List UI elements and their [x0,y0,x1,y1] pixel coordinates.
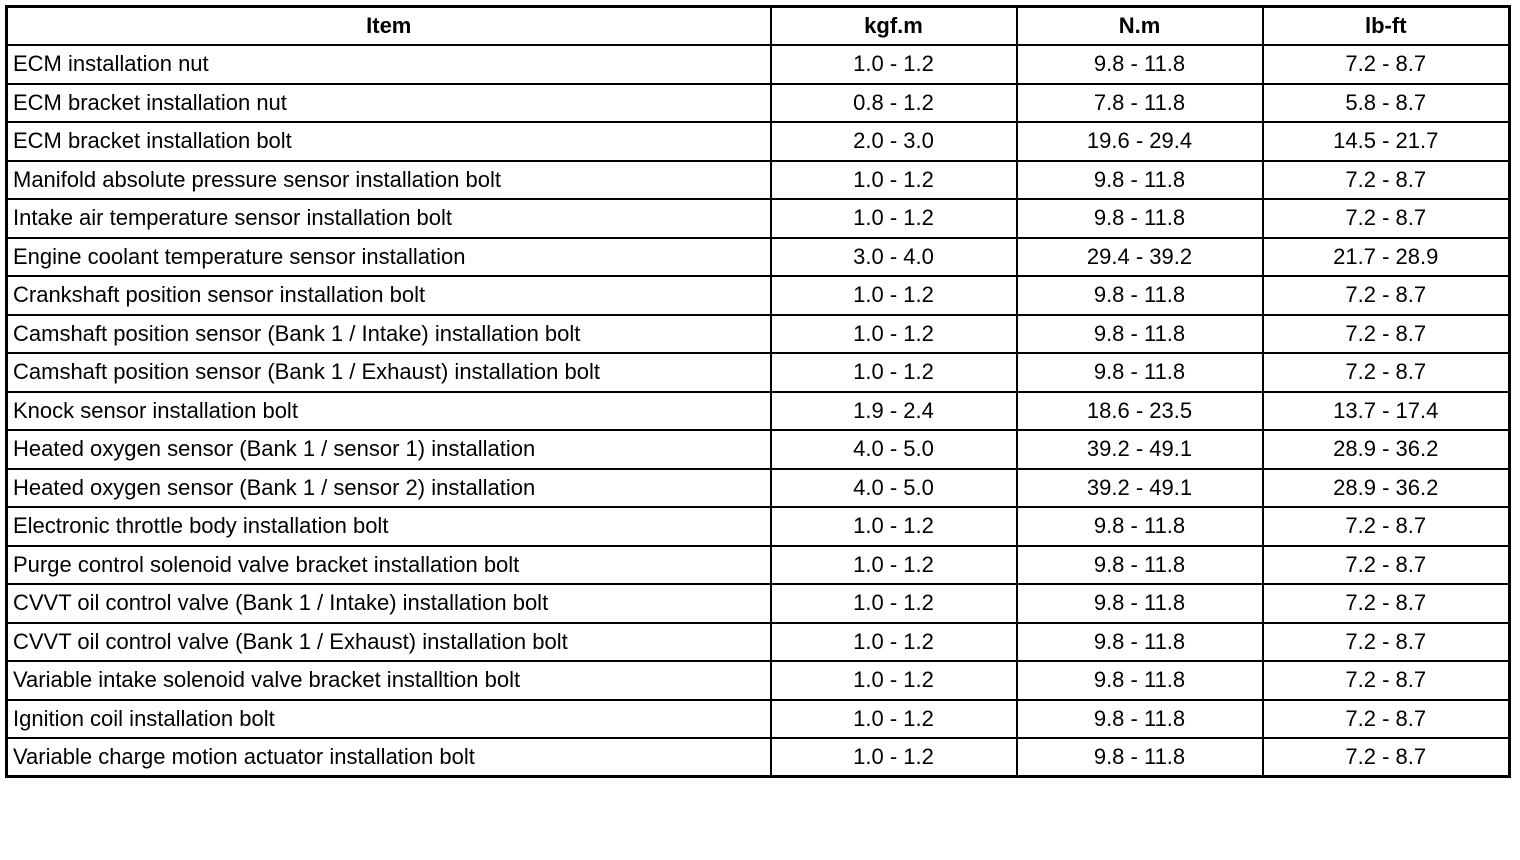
cell-item: ECM installation nut [7,45,771,84]
cell-kgf-m: 1.0 - 1.2 [771,45,1017,84]
table-row [7,546,1510,585]
table-row [7,199,1510,238]
cell-kgf-m: 1.0 - 1.2 [771,353,1017,392]
cell-n-m: 9.8 - 11.8 [1017,276,1263,315]
cell-lb-ft: 7.2 - 8.7 [1263,353,1510,392]
cell-kgf-m: 1.0 - 1.2 [771,700,1017,739]
cell-n-m: 9.8 - 11.8 [1017,623,1263,662]
header-n-m: N.m [1017,7,1263,46]
cell-lb-ft: 7.2 - 8.7 [1263,45,1510,84]
cell-n-m: 19.6 - 29.4 [1017,122,1263,161]
cell-lb-ft: 7.2 - 8.7 [1263,507,1510,546]
table-row [7,738,1510,777]
cell-n-m: 9.8 - 11.8 [1017,161,1263,200]
cell-item: Variable charge motion actuator installation bolt [7,738,771,777]
cell-kgf-m: 4.0 - 5.0 [771,430,1017,469]
table-row [7,392,1510,431]
table-row [7,315,1510,354]
cell-kgf-m: 0.8 - 1.2 [771,84,1017,123]
cell-lb-ft: 7.2 - 8.7 [1263,584,1510,623]
cell-item: Heated oxygen sensor (Bank 1 / sensor 1) installation [7,430,771,469]
cell-lb-ft: 7.2 - 8.7 [1263,700,1510,739]
cell-item: Camshaft position sensor (Bank 1 / Exhaust) installation bolt [7,353,771,392]
cell-n-m: 9.8 - 11.8 [1017,199,1263,238]
cell-n-m: 39.2 - 49.1 [1017,469,1263,508]
cell-kgf-m: 1.0 - 1.2 [771,276,1017,315]
cell-item: Manifold absolute pressure sensor installation bolt [7,161,771,200]
table-row [7,700,1510,739]
table-row [7,122,1510,161]
header-lb-ft: lb-ft [1263,7,1510,46]
cell-kgf-m: 1.0 - 1.2 [771,584,1017,623]
cell-lb-ft: 5.8 - 8.7 [1263,84,1510,123]
cell-n-m: 9.8 - 11.8 [1017,661,1263,700]
cell-item: Purge control solenoid valve bracket installation bolt [7,546,771,585]
cell-lb-ft: 13.7 - 17.4 [1263,392,1510,431]
table-row [7,469,1510,508]
cell-kgf-m: 2.0 - 3.0 [771,122,1017,161]
table-row [7,84,1510,123]
cell-kgf-m: 4.0 - 5.0 [771,469,1017,508]
cell-n-m: 9.8 - 11.8 [1017,507,1263,546]
cell-kgf-m: 1.0 - 1.2 [771,161,1017,200]
table-row [7,45,1510,84]
cell-lb-ft: 28.9 - 36.2 [1263,469,1510,508]
torque-spec-table [5,5,1511,778]
cell-kgf-m: 1.9 - 2.4 [771,392,1017,431]
cell-lb-ft: 7.2 - 8.7 [1263,738,1510,777]
cell-kgf-m: 1.0 - 1.2 [771,661,1017,700]
table-row [7,353,1510,392]
cell-n-m: 39.2 - 49.1 [1017,430,1263,469]
cell-n-m: 29.4 - 39.2 [1017,238,1263,277]
cell-lb-ft: 7.2 - 8.7 [1263,546,1510,585]
header-kgf-m: kgf.m [771,7,1017,46]
cell-item: CVVT oil control valve (Bank 1 / Exhaust) installation bolt [7,623,771,662]
cell-lb-ft: 7.2 - 8.7 [1263,199,1510,238]
cell-item: Camshaft position sensor (Bank 1 / Intake) installation bolt [7,315,771,354]
cell-lb-ft: 21.7 - 28.9 [1263,238,1510,277]
cell-item: Crankshaft position sensor installation bolt [7,276,771,315]
cell-item: Engine coolant temperature sensor installation [7,238,771,277]
cell-lb-ft: 7.2 - 8.7 [1263,315,1510,354]
header-item: Item [7,7,771,46]
cell-item: Ignition coil installation bolt [7,700,771,739]
cell-kgf-m: 3.0 - 4.0 [771,238,1017,277]
cell-kgf-m: 1.0 - 1.2 [771,315,1017,354]
cell-n-m: 9.8 - 11.8 [1017,738,1263,777]
cell-item: ECM bracket installation nut [7,84,771,123]
table-row [7,430,1510,469]
cell-kgf-m: 1.0 - 1.2 [771,199,1017,238]
cell-lb-ft: 14.5 - 21.7 [1263,122,1510,161]
table-row [7,507,1510,546]
cell-lb-ft: 7.2 - 8.7 [1263,661,1510,700]
cell-lb-ft: 7.2 - 8.7 [1263,276,1510,315]
table-header-row [7,7,1510,46]
cell-item: CVVT oil control valve (Bank 1 / Intake) installation bolt [7,584,771,623]
cell-n-m: 9.8 - 11.8 [1017,45,1263,84]
table-row [7,661,1510,700]
cell-kgf-m: 1.0 - 1.2 [771,623,1017,662]
cell-n-m: 9.8 - 11.8 [1017,546,1263,585]
cell-item: Knock sensor installation bolt [7,392,771,431]
table-row [7,238,1510,277]
cell-n-m: 18.6 - 23.5 [1017,392,1263,431]
cell-lb-ft: 28.9 - 36.2 [1263,430,1510,469]
cell-kgf-m: 1.0 - 1.2 [771,507,1017,546]
cell-n-m: 9.8 - 11.8 [1017,584,1263,623]
cell-n-m: 7.8 - 11.8 [1017,84,1263,123]
table-row [7,276,1510,315]
cell-item: Variable intake solenoid valve bracket installtion bolt [7,661,771,700]
table-row [7,623,1510,662]
cell-lb-ft: 7.2 - 8.7 [1263,161,1510,200]
cell-n-m: 9.8 - 11.8 [1017,353,1263,392]
cell-n-m: 9.8 - 11.8 [1017,700,1263,739]
cell-item: Intake air temperature sensor installation bolt [7,199,771,238]
cell-kgf-m: 1.0 - 1.2 [771,546,1017,585]
table-row [7,161,1510,200]
cell-n-m: 9.8 - 11.8 [1017,315,1263,354]
table-row [7,584,1510,623]
cell-kgf-m: 1.0 - 1.2 [771,738,1017,777]
cell-item: Electronic throttle body installation bolt [7,507,771,546]
cell-lb-ft: 7.2 - 8.7 [1263,623,1510,662]
cell-item: ECM bracket installation bolt [7,122,771,161]
cell-item: Heated oxygen sensor (Bank 1 / sensor 2) installation [7,469,771,508]
